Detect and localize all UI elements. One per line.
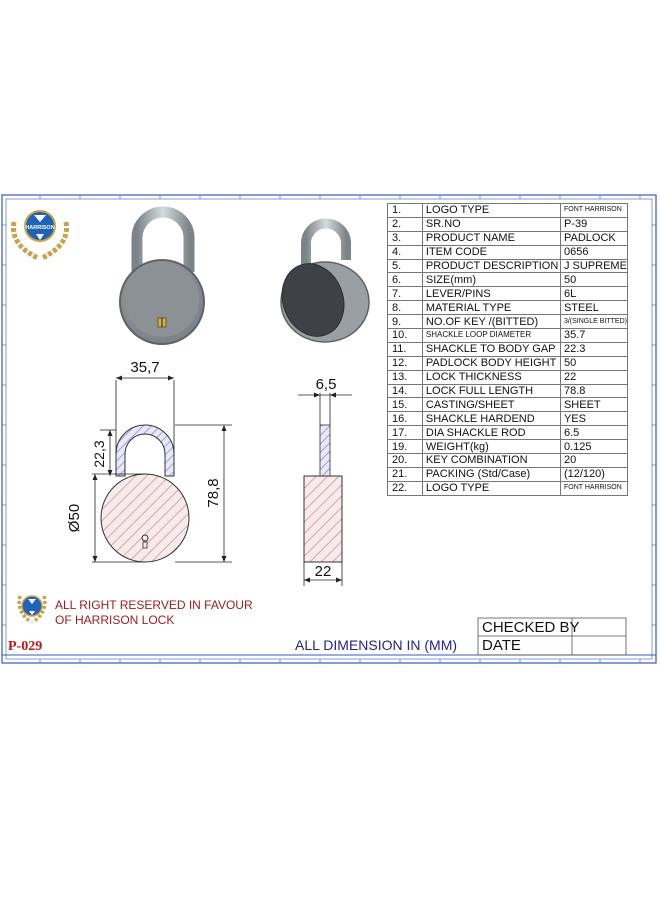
spec-param: PRODUCT NAME [422, 231, 560, 245]
spec-param: CASTING/SHEET [422, 398, 560, 412]
spec-value: 78.8 [560, 384, 627, 398]
spec-row [388, 259, 628, 273]
spec-row [388, 231, 628, 245]
spec-no: 15. [388, 398, 423, 412]
spec-value: 3/(SINGLE BITTED) [560, 315, 627, 329]
drawing-code: P-029 [8, 639, 43, 654]
side-section-view [298, 376, 352, 586]
spec-param: SIZE(mm) [422, 273, 560, 287]
spec-no: 10. [388, 329, 423, 343]
spec-value: 0656 [560, 245, 627, 259]
spec-value: P-39 [560, 217, 627, 231]
logo-text: HARRISON [25, 225, 55, 231]
padlock-front-3d [120, 212, 204, 344]
spec-row [388, 426, 628, 440]
spec-row [388, 315, 628, 329]
spec-no: 21. [388, 467, 423, 481]
spec-row [388, 467, 628, 481]
dim-shackle-width: 35,7 [130, 359, 160, 376]
spec-param: ITEM CODE [422, 245, 560, 259]
dim-gap: 22,3 [91, 440, 107, 468]
spec-value: STEEL [560, 301, 627, 315]
spec-value: SHEET [560, 398, 627, 412]
dim-rod-dia: 6,5 [315, 376, 337, 393]
spec-value: 6.5 [560, 426, 627, 440]
spec-param: KEY COMBINATION [422, 454, 560, 468]
spec-row [388, 273, 628, 287]
spec-row [388, 440, 628, 454]
spec-no: 13. [388, 370, 423, 384]
spec-no: 3. [388, 231, 423, 245]
spec-row [388, 481, 628, 495]
spec-value: 35.7 [560, 329, 627, 343]
spec-param: SHACKLE HARDEND [422, 412, 560, 426]
spec-param: WEIGHT(kg) [422, 440, 560, 454]
spec-param: PADLOCK BODY HEIGHT [422, 356, 560, 370]
spec-row [388, 342, 628, 356]
spec-table [387, 203, 628, 496]
spec-no: 20. [388, 454, 423, 468]
spec-param: LOGO TYPE [422, 204, 560, 218]
spec-row [388, 412, 628, 426]
spec-param: PACKING (Std/Case) [422, 467, 560, 481]
spec-no: 12. [388, 356, 423, 370]
spec-value: 22 [560, 370, 627, 384]
rights-line-2: OF HARRISON LOCK [55, 613, 175, 627]
spec-param: SR.NO [422, 217, 560, 231]
spec-row [388, 245, 628, 259]
spec-param: MATERIAL TYPE [422, 301, 560, 315]
spec-row [388, 454, 628, 468]
spec-row [388, 356, 628, 370]
spec-value: 50 [560, 356, 627, 370]
spec-no: 14. [388, 384, 423, 398]
spec-row [388, 384, 628, 398]
rights-notice [55, 598, 253, 628]
dim-body-dia: Ø50 [66, 503, 83, 533]
spec-param: SHACKLE LOOP DIAMETER [422, 329, 560, 343]
spec-value: 22.3 [560, 342, 627, 356]
spec-no: 7. [388, 287, 423, 301]
spec-no: 17. [388, 426, 423, 440]
spec-row [388, 329, 628, 343]
spec-value: FONT HARRISON [560, 204, 627, 218]
spec-param: SHACKLE TO BODY GAP [422, 342, 560, 356]
harrison-logo-small [19, 596, 45, 622]
spec-param: NO.OF KEY /(BITTED) [422, 315, 560, 329]
spec-no: 1. [388, 204, 423, 218]
spec-no: 11. [388, 342, 423, 356]
front-section-view [66, 359, 232, 562]
spec-row [388, 370, 628, 384]
spec-row [388, 398, 628, 412]
spec-value: (12/120) [560, 467, 627, 481]
spec-value: YES [560, 412, 627, 426]
spec-value: J SUPREME [560, 259, 627, 273]
spec-row [388, 204, 628, 218]
spec-no: 22. [388, 481, 423, 495]
harrison-logo [14, 211, 67, 258]
spec-param: LOCK FULL LENGTH [422, 384, 560, 398]
spec-no: 6. [388, 273, 423, 287]
spec-no: 16. [388, 412, 423, 426]
spec-param: DIA SHACKLE ROD [422, 426, 560, 440]
spec-value: 6L [560, 287, 627, 301]
spec-no: 8. [388, 301, 423, 315]
spec-param: PRODUCT DESCRIPTION [422, 259, 560, 273]
spec-row [388, 287, 628, 301]
dimension-note: ALL DIMENSION IN (MM) [295, 637, 458, 653]
spec-no: 9. [388, 315, 423, 329]
dim-thickness: 22 [314, 563, 332, 580]
date-label: DATE [482, 637, 521, 654]
spec-value: PADLOCK [560, 231, 627, 245]
spec-value: 0.125 [560, 440, 627, 454]
spec-param: LOGO TYPE [422, 481, 560, 495]
spec-no: 2. [388, 217, 423, 231]
padlock-side-3d [272, 223, 369, 345]
spec-value: FONT HARRISON [560, 481, 627, 495]
rights-line-1: ALL RIGHT RESERVED IN FAVOUR [55, 598, 253, 612]
dim-full-length: 78,8 [205, 478, 222, 508]
spec-value: 50 [560, 273, 627, 287]
spec-no: 19. [388, 440, 423, 454]
spec-value: 20 [560, 454, 627, 468]
spec-no: 5. [388, 259, 423, 273]
spec-row [388, 301, 628, 315]
checked-by-label: CHECKED BY [482, 619, 580, 636]
spec-no: 4. [388, 245, 423, 259]
spec-param: LOCK THICKNESS [422, 370, 560, 384]
spec-row [388, 217, 628, 231]
spec-param: LEVER/PINS [422, 287, 560, 301]
